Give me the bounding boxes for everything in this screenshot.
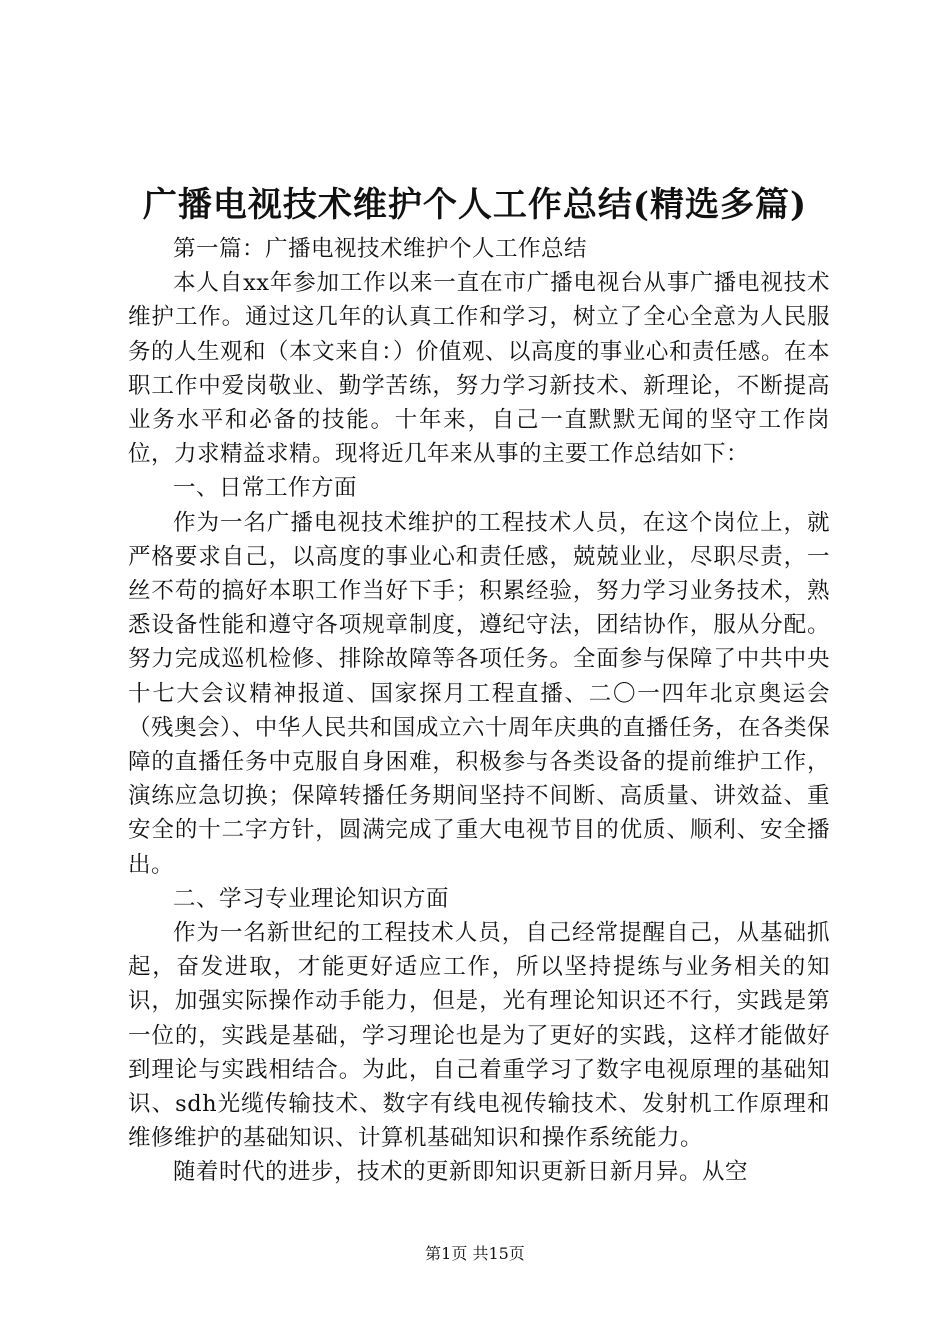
document-body [128, 232, 830, 1190]
section-heading-daily-work: 一、日常工作方面 [173, 475, 358, 502]
page-footer: 第1页 共15页 [425, 1244, 525, 1263]
section-heading-study: 二、学习专业理论知识方面 [173, 885, 450, 912]
document-title: 广播电视技术维护个人工作总结(精选多篇) [142, 185, 808, 225]
paragraph-daily-work: 作为一名广播电视技术维护的工程技术人员，在这个岗位上，就严格要求自己，以高度的事业心和责任感，兢兢业业，尽职尽责，一丝不苟的搞好本职工作当好下手；积累经验，努力学习业务技术，熟悉设备性能和遵守各项规章制度，遵纪守法，团结协作，服从分配。努力完成巡机检修、排除故障等各项任务。全面参与保障了中共中央十七大会议精神报道、国家探月工程直播、二〇一四年北京奥运会（残奥会）、中华人民共和国成立六十周年庆典的直播任务，在各类保障的直播任务中克服自身困难，积极参与各类设备的提前维护工作，演练应急切换；保障转播任务期间坚持不间断、高质量、讲效益、重安全的十二字方针，圆满完成了重大电视节目的优质、顺利、安全播出。 [128, 509, 830, 878]
paragraph-study: 作为一名新世纪的工程技术人员，自己经常提醒自己，从基础抓起，奋发进取，才能更好适应工作，所以坚持提练与业务相关的知识，加强实际操作动手能力，但是，光有理论知识还不行，实践是第一位的，实践是基础，学习理论也是为了更好的实践，这样才能做好到理论与实践相结合。为此，自己着重学习了数字电视原理的基础知识、sdh光缆传输技术、数字有线电视传输技术、发射机工作原理和维修维护的基础知识、计算机基础知识和操作系统能力。 [128, 920, 830, 1152]
paragraph-intro: 本人自xx年参加工作以来一直在市广播电视台从事广播电视技术维护工作。通过这几年的认真工作和学习，树立了全心全意为人民服务的人生观和（本文来自：）价值观、以高度的事业心和责任感。在本职工作中爱岗敬业、勤学苦练，努力学习新技术、新理论，不断提高业务水平和必备的技能。十年来，自己一直默默无闻的坚守工作岗位，力求精益求精。现将近几年来从事的主要工作总结如下： [128, 270, 830, 468]
paragraph-progress: 随着时代的进步，技术的更新即知识更新日新月异。从空 [173, 1159, 749, 1186]
section-title: 第一篇：广播电视技术维护个人工作总结 [173, 236, 588, 262]
